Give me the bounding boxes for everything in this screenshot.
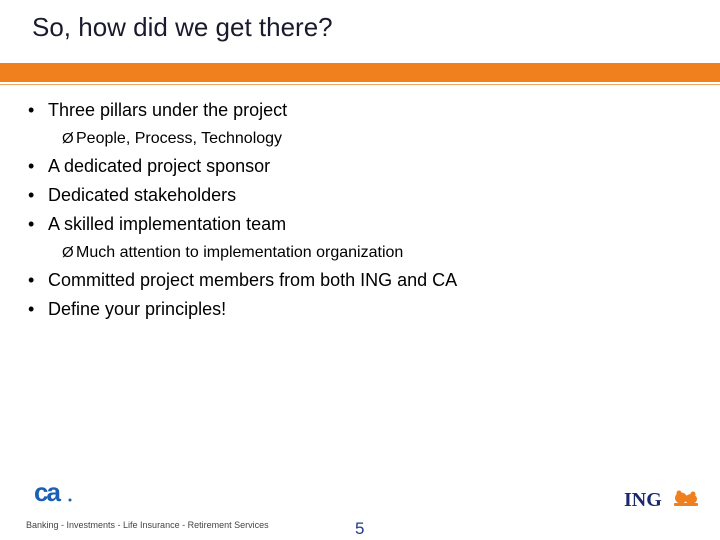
ing-lion-logo xyxy=(624,484,700,510)
bullet-item xyxy=(28,210,688,239)
arrow-bullet-icon: Ø xyxy=(62,244,74,261)
sub-bullet-item xyxy=(62,125,688,152)
bullet-item xyxy=(28,295,688,324)
bullet-item xyxy=(28,266,688,295)
bullet-text: Dedicated stakeholders xyxy=(48,185,237,205)
sub-bullet-item xyxy=(62,239,688,266)
bullet-text: Define your principles! xyxy=(48,299,227,319)
bullet-glyph: • xyxy=(28,100,35,120)
bullet-glyph: • xyxy=(28,185,35,205)
bullet-glyph: • xyxy=(28,214,35,234)
bullet-list xyxy=(28,96,688,324)
page-number: 5 xyxy=(355,519,365,538)
bullet-glyph: • xyxy=(28,270,35,290)
lion-icon xyxy=(674,491,698,507)
ca-logo-text: ca xyxy=(34,478,59,506)
slide-title: So, how did we get there? xyxy=(32,12,333,42)
bullet-glyph: • xyxy=(28,299,35,319)
arrow-bullet-icon: Ø xyxy=(62,130,74,147)
header-accent-band xyxy=(0,63,720,82)
bullet-text: A skilled implementation team xyxy=(48,214,287,234)
bullet-item xyxy=(28,96,688,125)
bullet-glyph: • xyxy=(28,156,35,176)
bullet-item xyxy=(28,152,688,181)
bullet-text: A dedicated project sponsor xyxy=(48,156,271,176)
sub-bullet-text: Much attention to implementation organization xyxy=(76,244,404,261)
bullet-item xyxy=(28,181,688,210)
sub-bullet-text: People, Process, Technology xyxy=(76,130,283,147)
bullet-text: Three pillars under the project xyxy=(48,100,288,120)
ing-logo-text: ING xyxy=(624,489,662,510)
ca-logo xyxy=(33,478,73,506)
footer-tagline: Banking - Investments - Life Insurance - Retirement Services xyxy=(26,520,269,530)
header-accent-line xyxy=(0,84,720,85)
bullet-text: Committed project members from both ING and CA xyxy=(48,270,458,290)
